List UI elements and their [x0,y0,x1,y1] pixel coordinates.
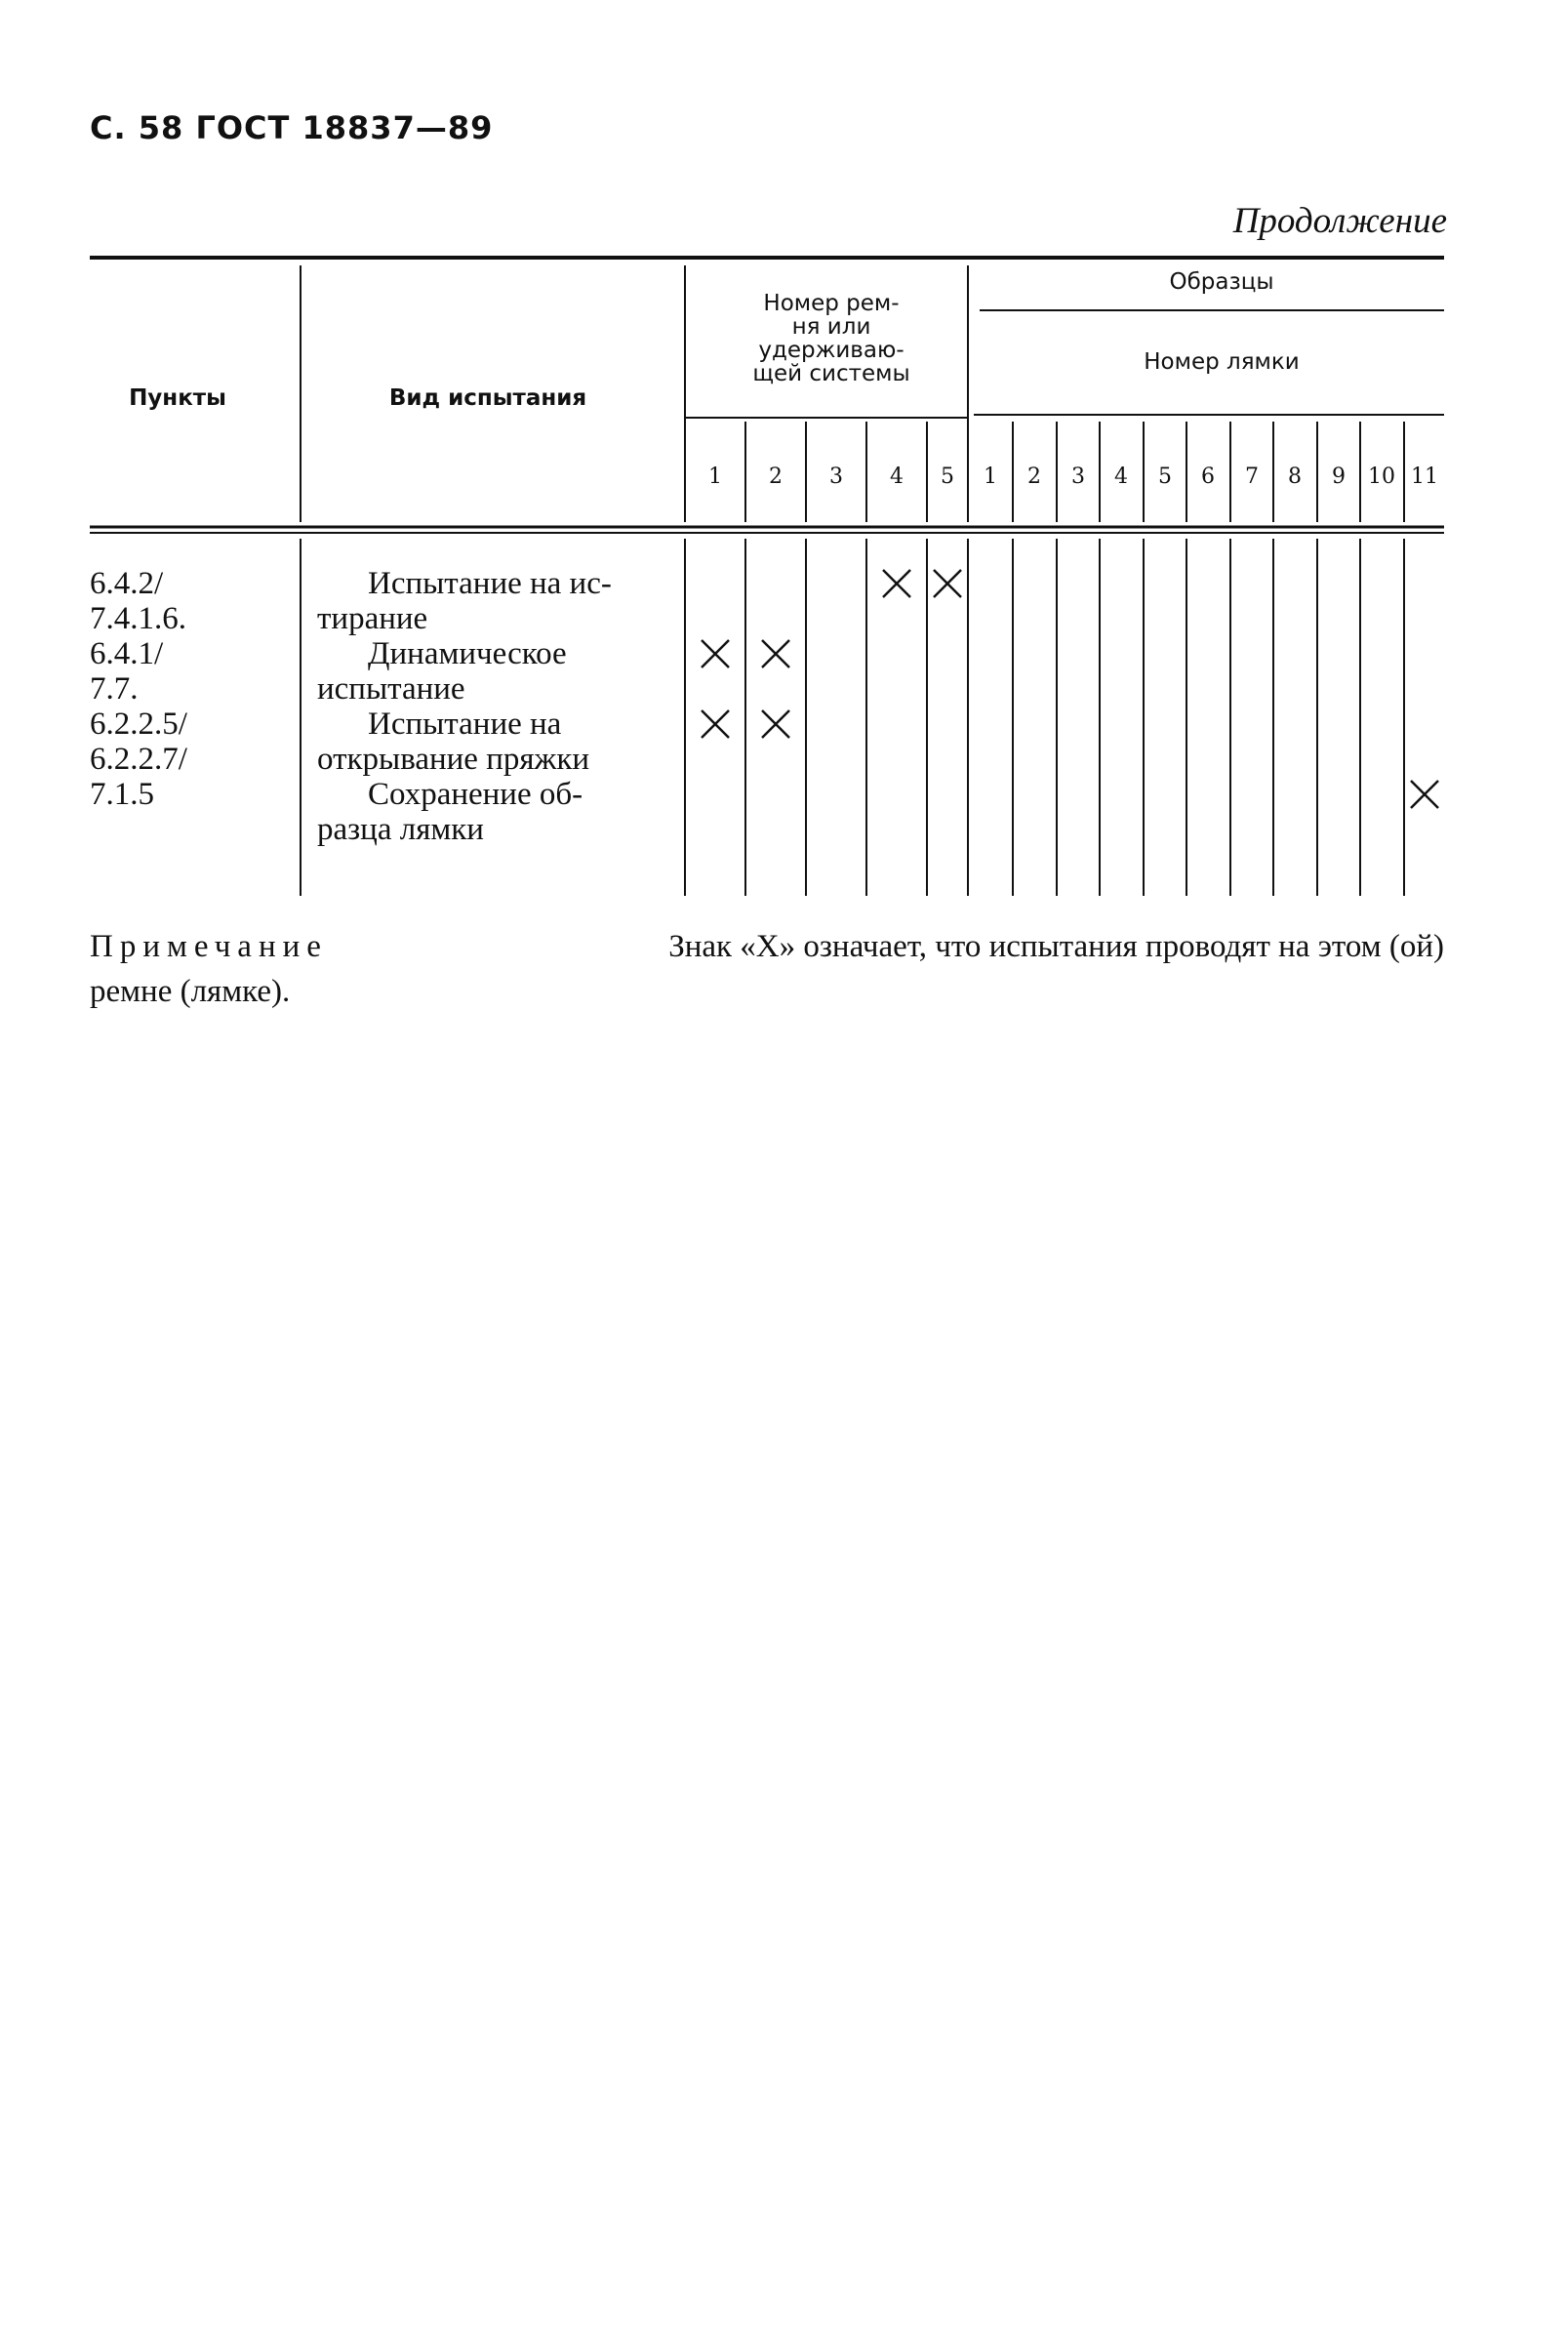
strap-number-4: 4 [1114,465,1128,489]
belt-group-header-line-4: щей системы [752,361,910,386]
x-mark-belt-2 [762,640,789,667]
item-ref: 7.1.5 [90,777,154,812]
col-test-type-header: Вид испытания [388,385,587,411]
strap-group-header: Номер лямки [1144,349,1300,375]
table-grid [0,0,1568,908]
strap-number-2: 2 [1027,465,1041,489]
x-mark-belt-2 [762,710,789,738]
page-header: С. 58 ГОСТ 18837—89 [90,109,494,146]
belt-number-1: 1 [708,465,722,489]
test-type-line: тирание [317,601,428,636]
test-type-line: Испытание на ис- [368,566,612,601]
belt-number-3: 3 [829,465,843,489]
test-table [0,0,1568,908]
strap-number-1: 1 [984,465,997,489]
strap-number-11: 11 [1411,465,1438,489]
strap-number-8: 8 [1288,465,1302,489]
test-type-line: Динамическое [368,636,567,671]
continuation-label: Продолжение [1232,201,1447,241]
table-note [90,924,1444,1014]
strap-number-10: 10 [1368,465,1395,489]
strap-number-3: 3 [1071,465,1085,489]
belt-number-5: 5 [941,465,954,489]
belt-group-header-line-1: Номер рем- [763,291,900,316]
test-type-line: открывание пряжки [317,742,590,777]
test-type-line: испытание [317,671,465,707]
belt-group-header-line-2: ня или [791,314,871,340]
test-type-line: Сохранение об- [368,777,583,812]
test-marks [702,570,1438,808]
note-text-line-1: Знак «X» означает, что испытания проводят на этом (ой) [668,929,1444,964]
belt-number-4: 4 [890,465,904,489]
item-ref: 7.7. [90,671,139,707]
items-column [90,566,187,812]
note-text-line-2: ремне (лямке). [90,974,291,1009]
item-ref: 7.4.1.6. [90,601,186,636]
note-label: Примечание [90,929,328,964]
item-ref: 6.2.2.7/ [90,742,187,777]
item-ref: 6.2.2.5/ [90,707,187,742]
samples-group-header: Образцы [1169,269,1274,295]
strap-number-5: 5 [1158,465,1172,489]
item-ref: 6.4.2/ [90,566,164,601]
belt-number-2: 2 [769,465,783,489]
x-mark-belt-5 [934,570,961,597]
test-type-line: разца лямки [317,812,484,847]
test-type-line: Испытание на [368,707,562,742]
strap-number-7: 7 [1245,465,1259,489]
strap-number-6: 6 [1201,465,1215,489]
x-mark-belt-1 [702,640,729,667]
x-mark-belt-1 [702,710,729,738]
belt-group-header-line-3: удерживаю- [758,338,905,363]
test-type-column [317,566,612,847]
strap-number-9: 9 [1332,465,1346,489]
note-line-1 [90,924,1444,969]
item-ref: 6.4.1/ [90,636,164,671]
col-items-header: Пункты [129,385,226,411]
x-mark-belt-4 [883,570,910,597]
x-mark-strap-11 [1411,781,1438,808]
